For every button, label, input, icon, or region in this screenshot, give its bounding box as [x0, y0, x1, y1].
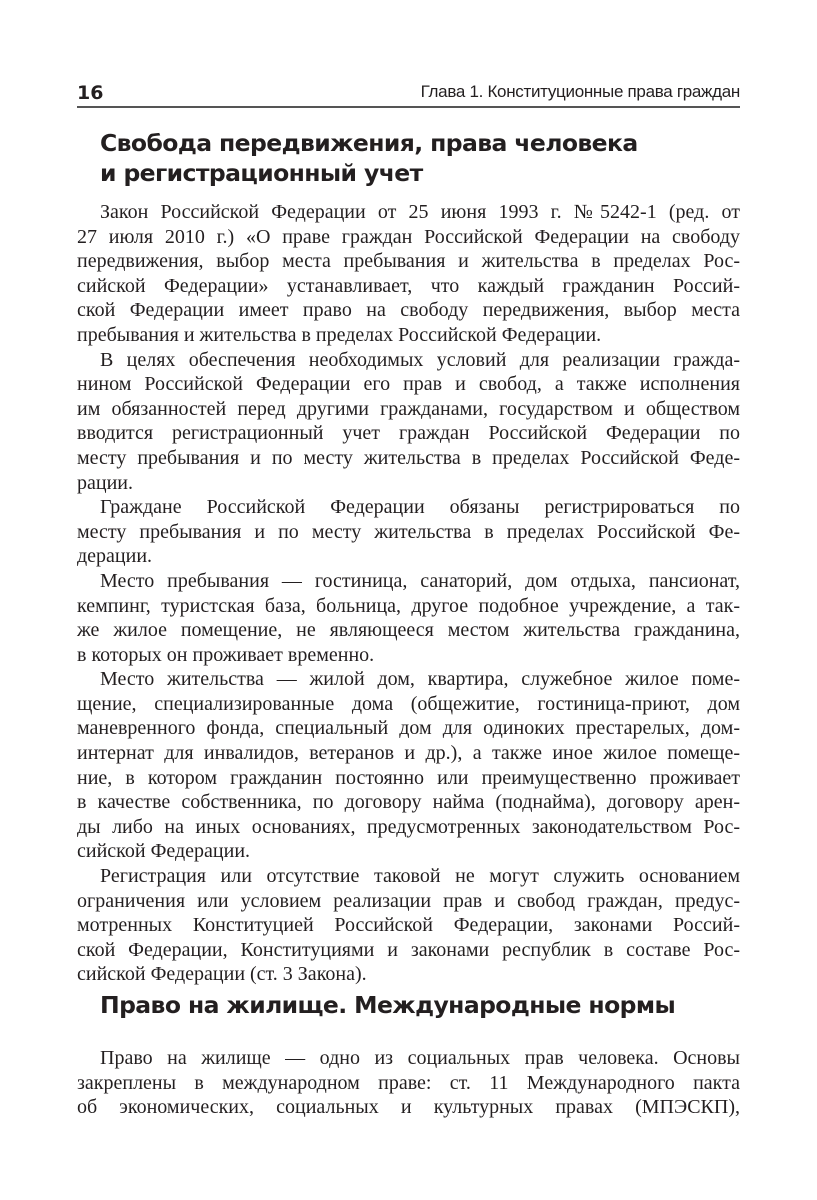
text-line: Закон Российской Федерации от 25 июня 1993 г. №5242-1 (ред. от	[100, 201, 740, 223]
text-line: об экономических, социальных и культурных правах (МПЭСКП),	[77, 1096, 740, 1119]
text-line: Регистрация или отсутствие таковой не могут служить основанием	[100, 865, 740, 888]
running-header	[77, 80, 740, 108]
text-line: ской Федерации, Конституциями и законами республик в составе Рос-	[77, 938, 740, 961]
text-line: кемпинг, туристская база, больница, другое подобное учреждение, а так-	[77, 594, 740, 617]
section-body	[77, 1046, 740, 1120]
text-line: пребывания и жительства в пределах Российской Федерации.	[77, 323, 602, 346]
text-line: нином Российской Федерации его прав и свобод, а также исполнения	[77, 373, 740, 396]
text-line: Граждане Российской Федерации обязаны регистрироваться по	[100, 496, 740, 519]
text-line: в качестве собственника, по договору найма (поднайма), договору арен-	[77, 791, 740, 814]
text-line: закреплены в международном праве: ст. 11 Международного пакта	[77, 1071, 740, 1094]
text-line: ние, в котором гражданин постоянно или преимущественно проживает	[77, 766, 740, 789]
text-line: в которых он проживает временно.	[77, 643, 375, 666]
heading-line: и регистрационный учет	[100, 159, 423, 187]
text-line: сийской Федерации.	[77, 840, 251, 863]
text-line: им обязанностей перед другими гражданами, государством и обществом	[77, 397, 740, 420]
text-line: Право на жилище — одно из социальных прав человека. Основы	[100, 1047, 740, 1069]
text-line: ды либо на иных основаниях, предусмотренных законодательством Рос-	[77, 815, 740, 838]
paragraph	[77, 864, 740, 987]
section-body	[77, 200, 740, 987]
heading-line: Свобода передвижения, права человека	[100, 129, 638, 157]
page-number: 16	[77, 82, 104, 104]
text-line: же жилое помещение, не являющееся местом жительства гражданина,	[77, 619, 740, 642]
paragraph	[77, 348, 740, 496]
chapter-title: Глава 1. Конституционные права граждан	[420, 82, 740, 101]
paragraph	[77, 569, 740, 667]
text-line: маневренного фонда, специальный дом для одиноких престарелых, дом-	[77, 717, 740, 740]
text-line: передвижения, выбор места пребывания и жительства в пределах Рос-	[77, 250, 740, 273]
paragraph	[77, 495, 740, 569]
text-line: рации.	[77, 471, 133, 494]
text-line: ограничения или условием реализации прав и свобод граждан, предус-	[77, 889, 740, 912]
text-line: щение, специализированные дома (общежитие, гостиница-приют, дом	[77, 692, 740, 715]
text-line: интернат для инвалидов, ветеранов и др.), а также иное жилое помеще-	[77, 742, 740, 765]
section-heading: Право на жилище. Международные нормы	[100, 991, 676, 1019]
text-line: вводится регистрационный учет граждан Российской Федерации по	[77, 422, 740, 445]
section-heading	[100, 128, 638, 188]
text-line: 27 июля 2010 г.) «О праве граждан Российской Федерации на свободу	[77, 225, 740, 248]
paragraph	[77, 667, 740, 864]
text-line: дерации.	[77, 545, 153, 568]
text-line: Место пребывания — гостиница, санаторий, дом отдыха, пансионат,	[100, 569, 740, 592]
text-line: месту пребывания и по месту жительства в пределах Российской Феде-	[77, 446, 740, 469]
text-line: мотренных Конституцией Российской Федерации, законами Россий-	[77, 914, 740, 937]
text-line: сийской Федерации» устанавливает, что каждый гражданин Россий-	[77, 274, 740, 297]
text-line: сийской Федерации (ст. 3 Закона).	[77, 963, 367, 986]
text-line: ской Федерации имеет право на свободу передвижения, выбор места	[77, 299, 740, 322]
paragraph	[77, 200, 740, 348]
text-line: месту пребывания и по месту жительства в пределах Российской Фе-	[77, 520, 740, 543]
text-line: В целях обеспечения необходимых условий для реализации гражда-	[100, 348, 740, 371]
text-line: Место жительства — жилой дом, квартира, служебное жилое поме-	[100, 668, 740, 691]
paragraph	[77, 1046, 740, 1120]
